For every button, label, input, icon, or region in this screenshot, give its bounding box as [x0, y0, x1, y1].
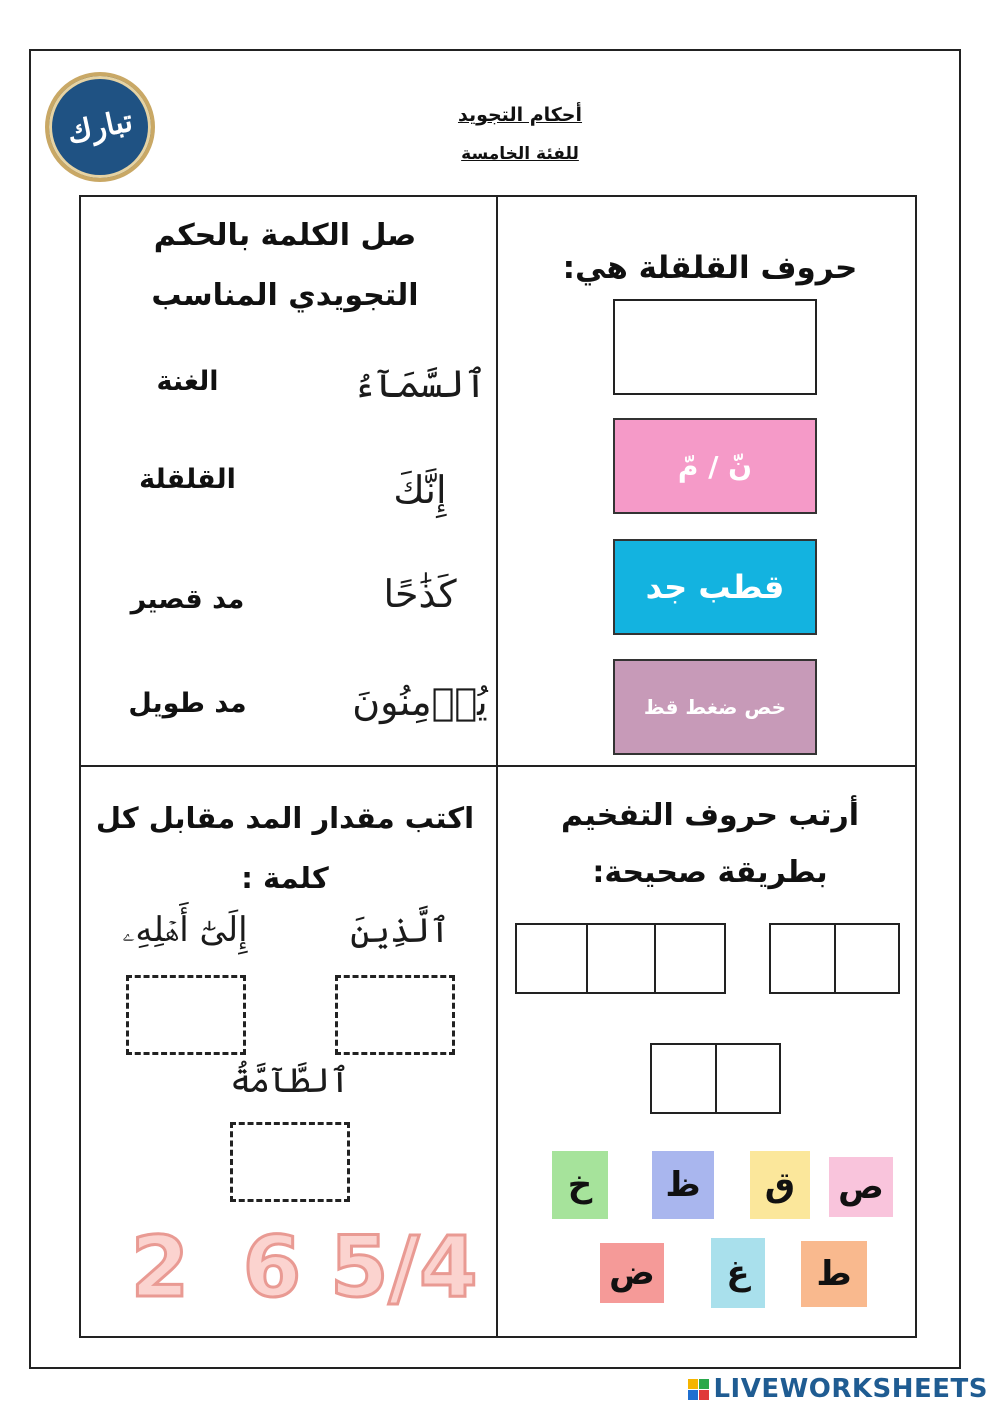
liveworksheets-logo-icon [688, 1379, 709, 1400]
ruling-ghunna[interactable]: الغنة [156, 366, 219, 397]
madd-answer-box-3[interactable] [230, 1122, 350, 1202]
qalqala-drop-box[interactable] [613, 299, 817, 395]
tafkheem-slot[interactable] [652, 1045, 715, 1112]
letter-tile-qaf[interactable]: ق [750, 1151, 810, 1219]
madd-answer-box-1[interactable] [126, 975, 246, 1055]
madd-word-ila-ahlihi: إِلَىٰٓ أَهۡلِهِۦ [122, 910, 248, 950]
tabarak-logo: تبارك [45, 72, 155, 182]
ruling-qalqala[interactable]: القلقلة [139, 464, 236, 495]
tafkheem-heading-line2: بطريقة صحيحة: [592, 855, 828, 890]
ruling-short-madd[interactable]: مد قصير [130, 584, 245, 615]
tafkheem-slot[interactable] [834, 925, 898, 992]
page-subtitle: للفئة الخامسة [461, 144, 579, 164]
match-heading-line2: التجويدي المناسب [151, 278, 419, 313]
qalqala-heading: حروف القلقلة هي: [562, 250, 858, 286]
madd-heading-line1: اكتب مقدار المد مقابل كل [95, 801, 475, 835]
letter-tile-kha[interactable]: خ [552, 1151, 608, 1219]
letter-tile-ghain[interactable]: غ [711, 1238, 765, 1308]
madd-number-6[interactable]: 6 [242, 1218, 302, 1316]
tafkheem-heading-line1: أرتب حروف التفخيم [560, 798, 860, 833]
match-word-2[interactable]: إِنَّكَ [393, 468, 447, 512]
match-word-3[interactable]: كَذَٰحًا [383, 572, 457, 616]
madd-heading-line2: كلمة : [241, 861, 329, 895]
letter-tile-za[interactable]: ظ [652, 1151, 714, 1219]
tafkheem-slot-group-3 [650, 1043, 781, 1114]
match-heading-line1: صل الكلمة بالحكم [153, 218, 417, 253]
madd-number-2[interactable]: 2 [130, 1218, 190, 1316]
tafkheem-slot[interactable] [586, 925, 655, 992]
madd-number-5-4[interactable]: 5/4 [330, 1218, 478, 1316]
qalqala-option-khus-daght[interactable]: خص ضغط قظ [613, 659, 817, 755]
match-word-1[interactable]: ٱلسَّمَآءُ [353, 362, 487, 406]
ruling-long-madd[interactable]: مد طويل [128, 688, 247, 719]
madd-word-attamma: ٱلطَّآمَّةُ [230, 1061, 350, 1101]
tafkheem-slot[interactable] [771, 925, 834, 992]
match-word-4[interactable]: يُؤۡمِنُونَ [352, 680, 488, 724]
tafkheem-slot[interactable] [715, 1045, 779, 1112]
grid-horizontal-divider [79, 765, 917, 767]
qalqala-option-qutb-jad[interactable]: قطب جد [613, 539, 817, 635]
madd-word-alladhina: ٱلَّذِينَ [350, 911, 450, 951]
tafkheem-slot[interactable] [654, 925, 724, 992]
qalqala-option-noon-meem[interactable]: نّ / مّ [613, 418, 817, 514]
tafkheem-slot-group-2 [769, 923, 900, 994]
page-title: أحكام التجويد [457, 104, 583, 126]
letter-tile-ta[interactable]: ط [801, 1241, 867, 1307]
liveworksheets-brand: LIVEWORKSHEETS [688, 1374, 988, 1404]
tafkheem-slot[interactable] [517, 925, 586, 992]
letter-tile-sad[interactable]: ص [829, 1157, 893, 1217]
tafkheem-slot-group-1 [515, 923, 726, 994]
letter-tile-dad[interactable]: ض [600, 1243, 664, 1303]
madd-answer-box-2[interactable] [335, 975, 455, 1055]
